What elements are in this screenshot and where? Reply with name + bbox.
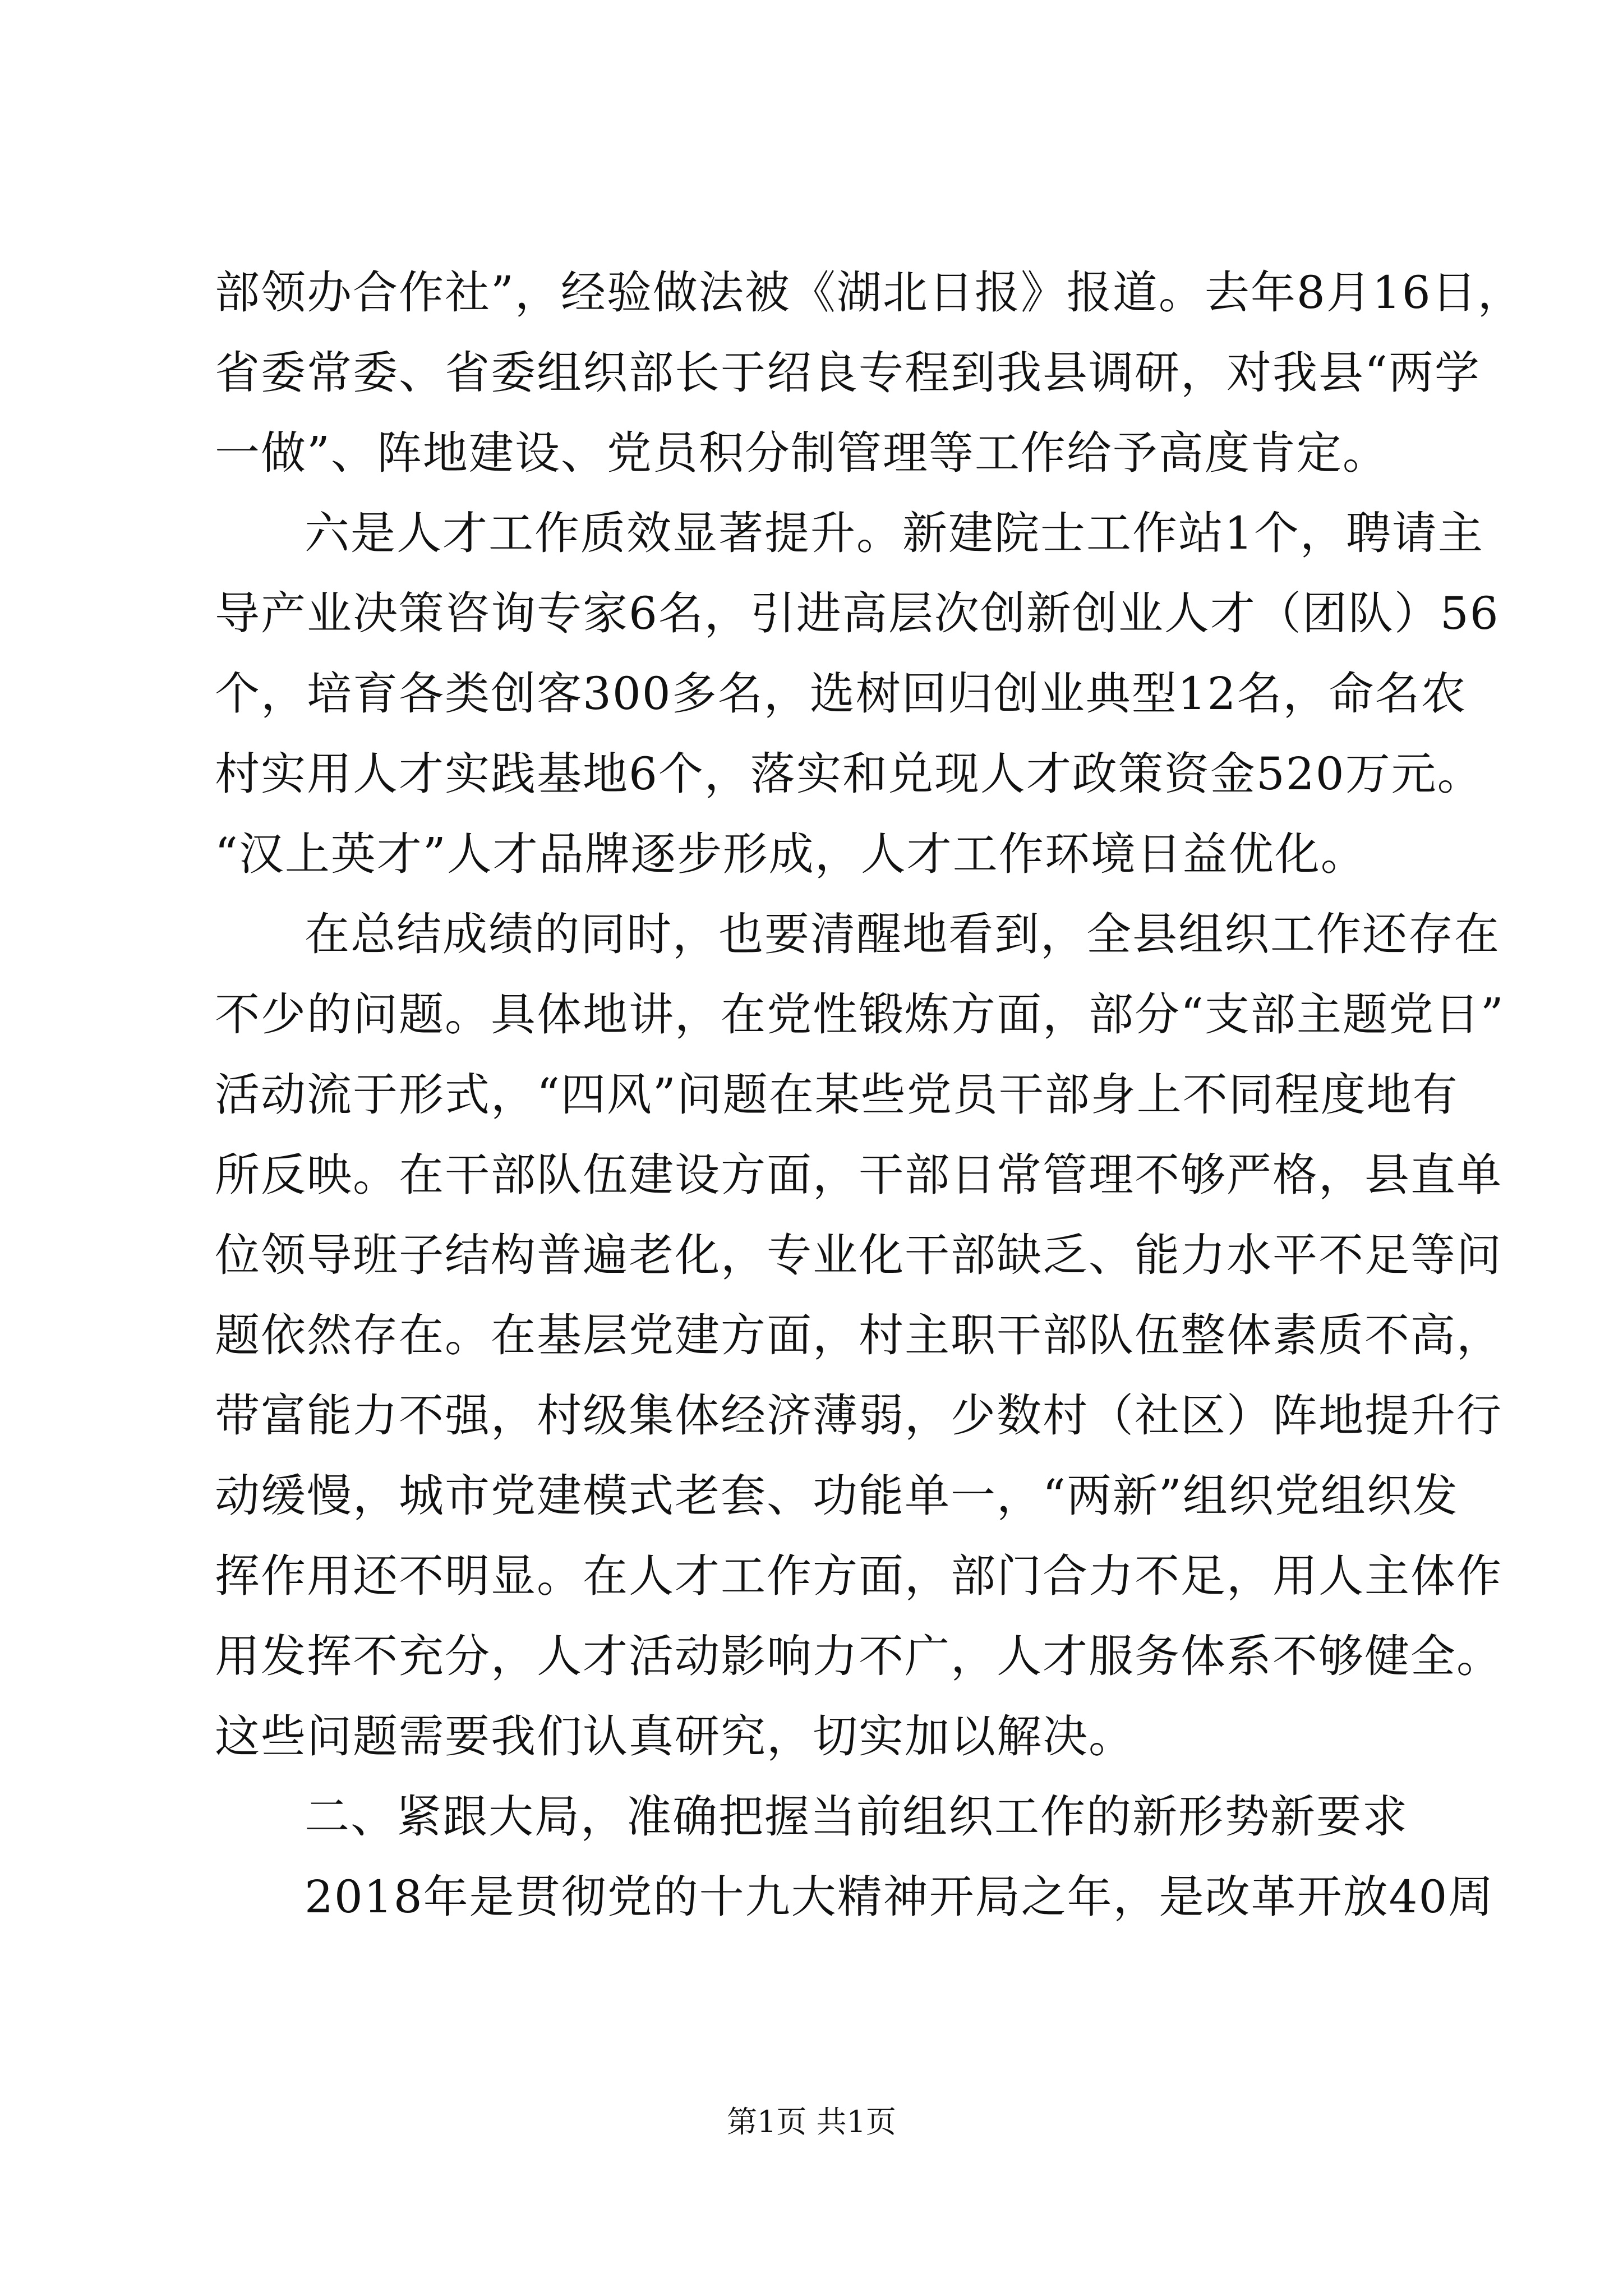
text-line: 这些问题需要我们认真研究，切实加以解决。	[215, 1710, 1135, 1763]
text-line: 题依然存在。在基层党建方面，村主职干部队伍整体素质不高，	[215, 1309, 1502, 1361]
text-line: 用发挥不充分，人才活动影响力不广，人才服务体系不够健全。	[215, 1630, 1502, 1682]
text-line: 部领办合作社”，经验做法被《湖北日报》报道。去年8月16日，	[215, 266, 1524, 319]
text-line: 挥作用还不明显。在人才工作方面，部门合力不足，用人主体作	[215, 1550, 1502, 1602]
paragraph	[215, 493, 1500, 894]
paragraph	[215, 1857, 1495, 1937]
text-line: 六是人才工作质效显著提升。新建院士工作站1个，聘请主	[305, 507, 1484, 559]
text-line: 2018年是贯彻党的十九大精神开局之年，是改革开放40周	[305, 1871, 1495, 1923]
text-line: “汉上英才”人才品牌逐步形成，人才工作环境日益优化。	[215, 828, 1367, 880]
text-line: 二、紧跟大局，准确把握当前组织工作的新形势新要求	[305, 1791, 1408, 1843]
text-line: 个，培育各类创客300多名，选树回归创业典型12名，命名农	[215, 668, 1467, 720]
page-footer: 第1页 共1页	[727, 2104, 896, 2139]
paragraph	[215, 252, 1524, 493]
text-line: 动缓慢，城市党建模式老套、功能单一，“两新”组织党组织发	[215, 1470, 1459, 1522]
text-line: 一做”、阵地建设、党员积分制管理等工作给予高度肯定。	[215, 427, 1389, 479]
text-line: 活动流于形式，“四风”问题在某些党员干部身上不同程度地有	[215, 1069, 1459, 1121]
text-line: 带富能力不强，村级集体经济薄弱，少数村（社区）阵地提升行	[215, 1389, 1502, 1442]
text-line: 在总结成绩的同时，也要清醒地看到，全县组织工作还存在	[305, 908, 1500, 960]
section-heading	[215, 1777, 1421, 1857]
text-line: 位领导班子结构普遍老化，专业化干部缺乏、能力水平不足等问	[215, 1229, 1502, 1281]
text-line: 导产业决策咨询专家6名，引进高层次创新创业人才（团队）56	[215, 587, 1500, 639]
paragraph	[215, 894, 1505, 1777]
text-line: 所反映。在干部队伍建设方面，干部日常管理不够严格，县直单	[215, 1149, 1502, 1201]
text-line: 不少的问题。具体地讲，在党性锻炼方面，部分“支部主题党日”	[215, 988, 1505, 1041]
text-line: 省委常委、省委组织部长于绍良专程到我县调研，对我县“两学	[215, 347, 1481, 399]
text-line: 村实用人才实践基地6个，落实和兑现人才政策资金520万元。	[215, 748, 1483, 800]
document-body	[215, 252, 1524, 1937]
